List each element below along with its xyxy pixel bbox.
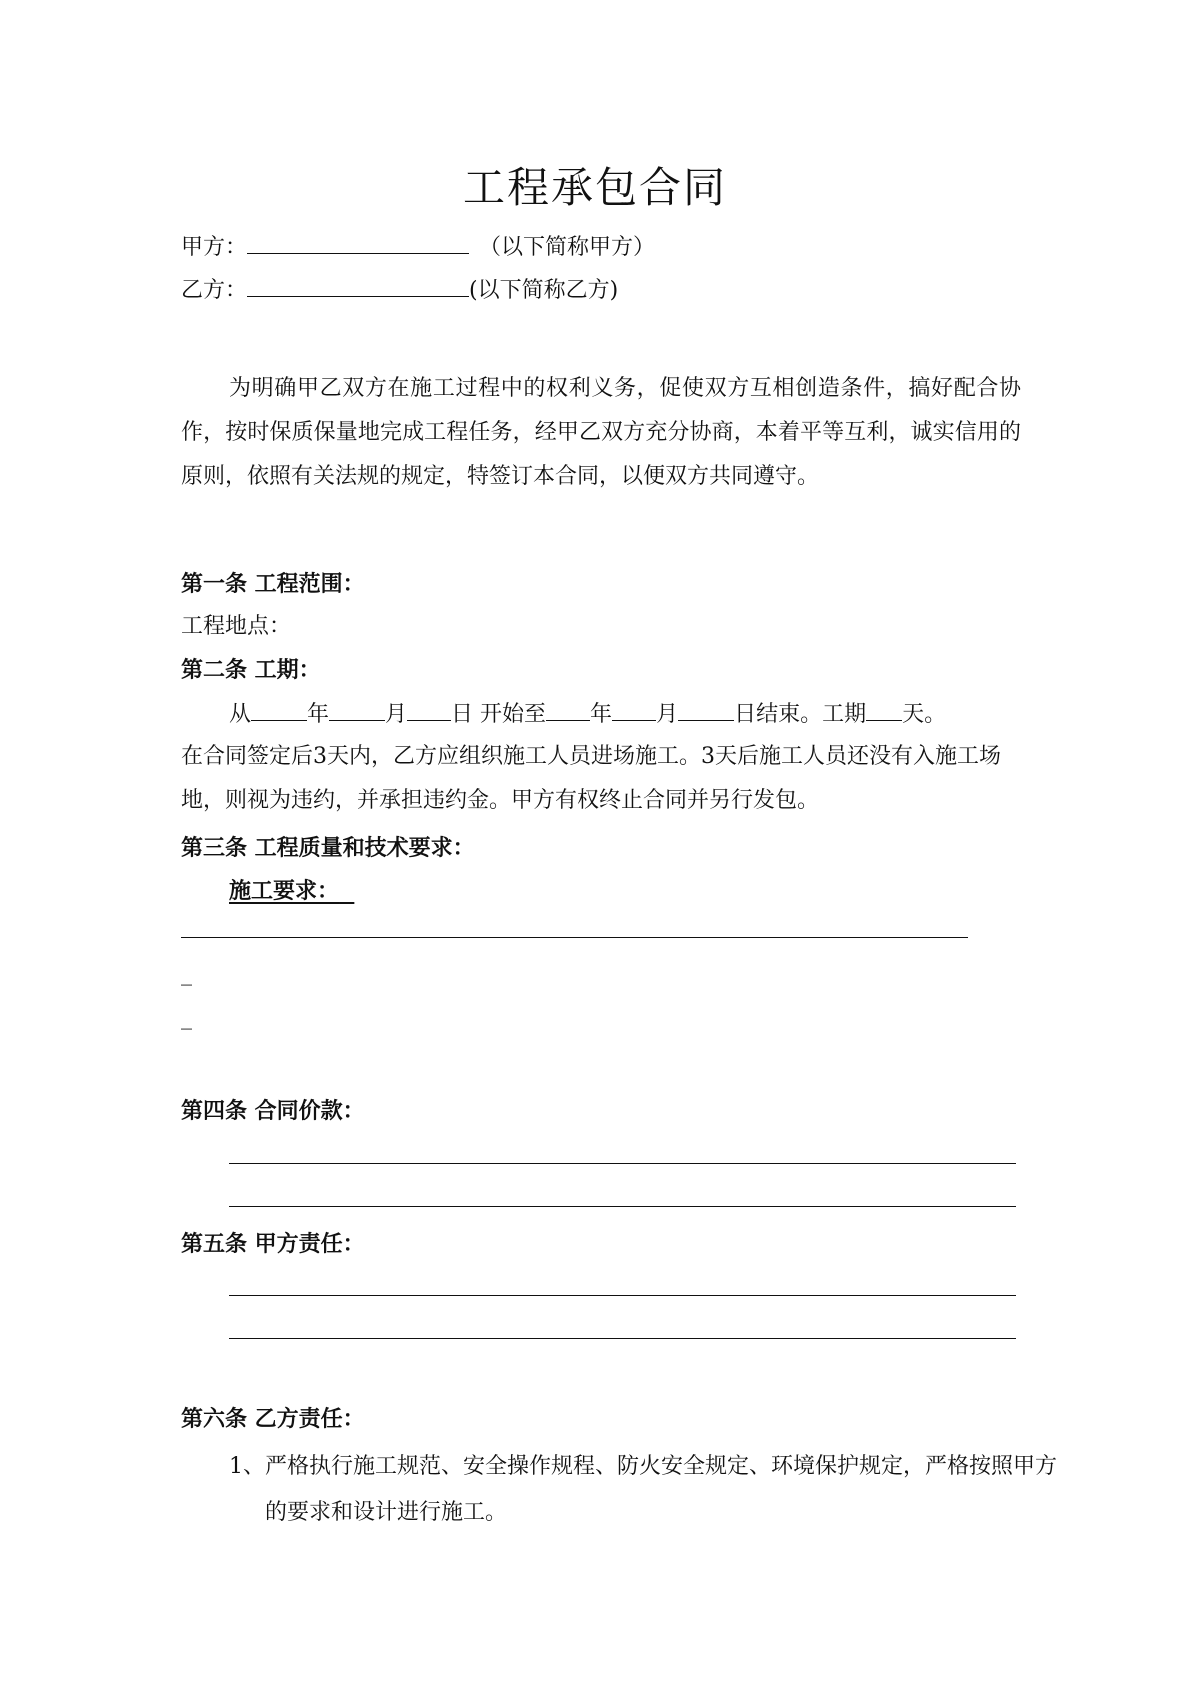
schedule-line [229,698,946,731]
end-day-blank[interactable] [678,698,734,721]
schedule-from: 从 [229,702,252,727]
intro-paragraph: 为明确甲乙双方在施工过程中的权利义务，促使双方互相创造条件，搞好配合协作，按时保质保量地完成工程任务，经甲乙双方充分协商，本着平等互利，诚实信用的原则，依照有关法规的规定，特签订本合同，以便双方共同遵守。 [181,376,1021,489]
schedule-year-1: 年 [307,702,330,727]
schedule-day-1: 日 开始至 [451,702,547,727]
article5-heading: 第五条 甲方责任： [181,1231,365,1257]
schedule-day-2: 日结束。工期 [734,702,867,727]
article1-heading: 第一条 工程范围： [181,571,365,597]
end-month-blank[interactable] [612,698,656,721]
document-title: 工程承包合同 [462,163,727,212]
start-day-blank[interactable] [407,698,451,721]
schedule-month-1: 月 [385,702,408,727]
article6-heading: 第六条 乙方责任： [181,1406,365,1432]
article3-heading: 第三条 工程质量和技术要求： [181,835,475,861]
project-location-label: 工程地点： [181,614,292,639]
party-a-duty-line-2[interactable] [229,1338,1016,1339]
party-a-suffix: （以下简称甲方） [479,235,656,260]
article2-text: 在合同签定后3天内，乙方应组织施工人员进场施工。3天后施工人员还没有入施工场地，则视为违约，并承担违约金。甲方有权终止合同并另行发包。 [181,744,1001,813]
dash-line-2: _ [181,1005,192,1030]
schedule-year-2: 年 [590,702,613,727]
party-a-line [181,231,655,264]
party-a-duty-line-1[interactable] [229,1295,1016,1296]
article4-heading: 第四条 合同价款： [181,1098,365,1124]
requirements-fill-line[interactable] [181,937,968,938]
party-a-label: 甲方： [181,235,248,260]
construction-requirements-text: 施工要求： [229,878,340,904]
duration-blank[interactable] [866,698,902,721]
party-b-blank[interactable] [247,274,469,297]
price-fill-line-1[interactable] [229,1163,1016,1164]
schedule-days: 天。 [902,702,947,727]
end-year-blank[interactable] [546,698,590,721]
schedule-month-2: 月 [656,702,679,727]
price-fill-line-2[interactable] [229,1206,1016,1207]
party-b-suffix: (以下简称乙方) [469,278,619,303]
party-b-line [181,274,618,307]
article2-heading: 第二条 工期： [181,657,321,683]
start-month-blank[interactable] [329,698,385,721]
start-year-blank[interactable] [251,698,307,721]
party-a-blank[interactable] [247,231,469,254]
article6-item-1: 1、严格执行施工规范、安全操作规程、防火安全规定、环境保护规定，严格按照甲方的要求和设计进行施工。 [229,1454,1057,1525]
dash-line-1: _ [181,961,192,986]
construction-requirements-label [229,875,354,907]
party-b-label: 乙方： [181,278,248,303]
